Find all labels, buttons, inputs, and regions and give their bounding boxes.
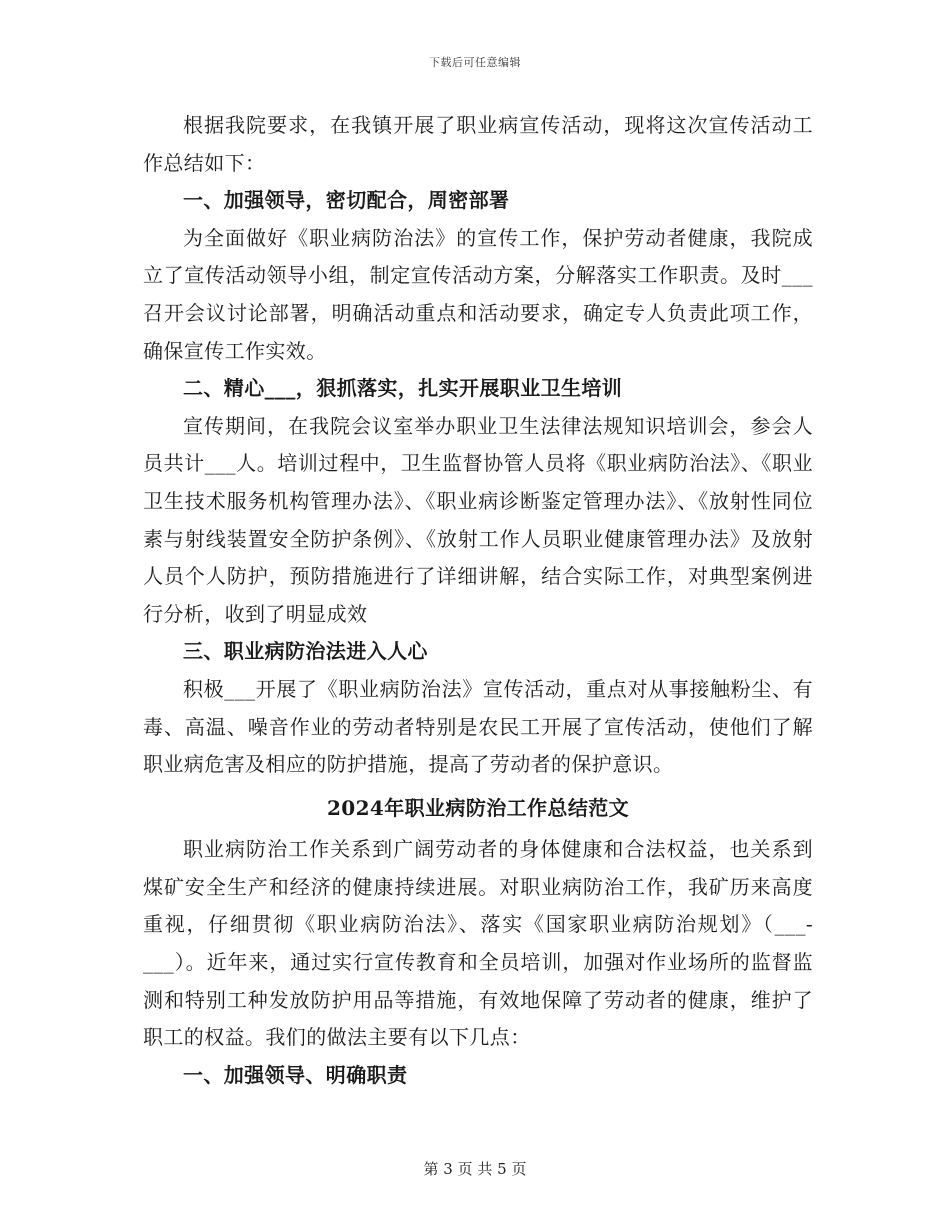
page-number: 第 3 页 共 5 页 (423, 1160, 527, 1178)
document-body (143, 107, 813, 1094)
summary-heading-1: 一、加强领导、明确职责 (183, 1062, 408, 1087)
section-1-paragraph: 为全面做好《职业病防治法》的宣传工作，保护劳动者健康，我院成立了宣传活动领导小组，制定宣传活动方案，分解落实工作职责。及时___召开会议讨论部署，明确活动重点和活动要求，确定专人负责此项工作，确保宣传工作实效。 (143, 225, 813, 363)
page-header: 下载后可任意编辑 (429, 56, 521, 69)
section-3-paragraph: 积极___开展了《职业病防治法》宣传活动，重点对从事接触粉尘、有毒、高温、噪音作业的劳动者特别是农民工开展了宣传活动，使他们了解职业病危害及相应的防护措施，提高了劳动者的保护意识。 (143, 676, 813, 777)
section-heading-3: 三、职业病防治法进入人心 (183, 639, 428, 664)
summary-intro-paragraph: 职业病防治工作关系到广阔劳动者的身体健康和合法权益，也关系到煤矿安全生产和经济的健康持续进展。对职业病防治工作，我矿历来高度重视，仔细贯彻《职业病防治法》、落实《国家职业病防治规划》（___-___）。近年来，通过实行宣传教育和全员培训，加强对作业场所的监督监测和特别工种发放防护用品等措施，有效地保障了劳动者的健康，维护了职工的权益。我们的做法主要有以下几点： (143, 837, 813, 1050)
section-heading-2: 二、精心___，狠抓落实，扎实开展职业卫生培训 (183, 376, 623, 401)
section-2-paragraph: 宣传期间，在我院会议室举办职业卫生法律法规知识培训会，参会人员共计___人。培训过程中，卫生监督协管人员将《职业病防治法》、《职业卫生技术服务机构管理办法》、《职业病诊断鉴定管理办法》、《放射性同位素与射线装置安全防护条例》、《放射工作人员职业健康管理办法》及放射人员个人防护，预防措施进行了详细讲解，结合实际工作，对典型案例进行分析，收到了明显成效 (143, 413, 813, 626)
section-heading-1: 一、加强领导，密切配合，周密部署 (183, 188, 510, 213)
intro-paragraph: 根据我院要求，在我镇开展了职业病宣传活动，现将这次宣传活动工作总结如下： (143, 113, 813, 175)
document-title: 2024年职业病防治工作总结范文 (326, 795, 630, 820)
